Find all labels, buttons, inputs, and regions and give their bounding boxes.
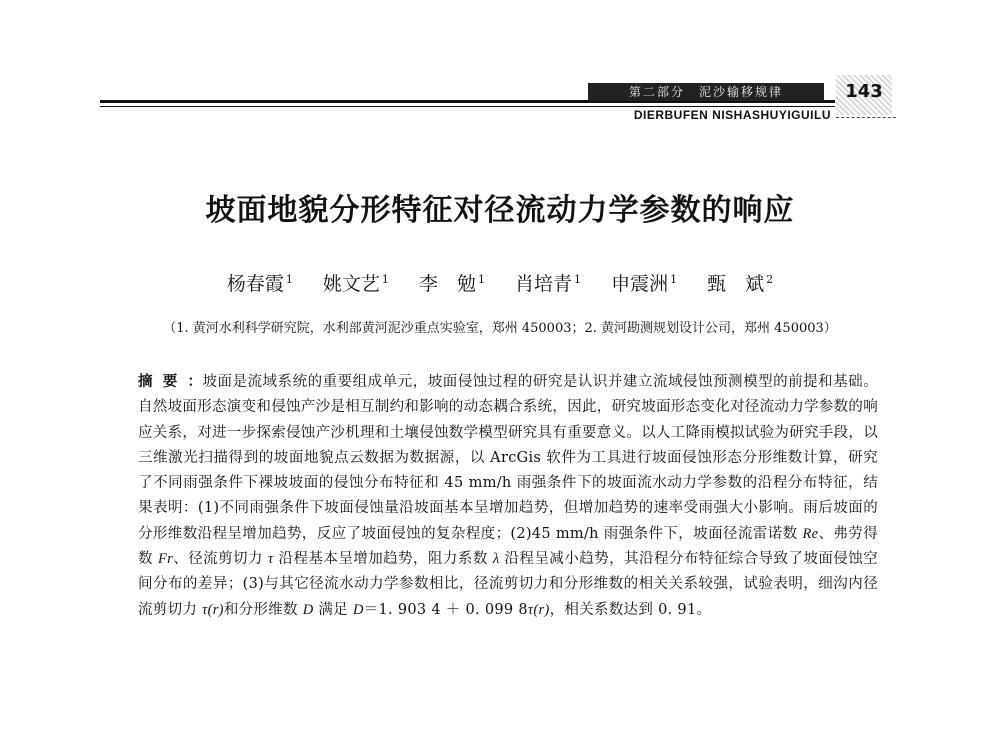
author: 申震洲 $^1$: [611, 272, 678, 295]
section-banner: 第二部分 泥沙输移规律: [588, 83, 824, 101]
author: 肖培青 $^1$: [515, 272, 582, 295]
page-number: 143: [845, 81, 883, 102]
shear-r-symbol: τ(r): [202, 601, 224, 618]
author: 李 勉 $^1$: [418, 272, 485, 295]
author: 姚文艺 $^1$: [322, 272, 389, 295]
header-rule-thin: [100, 106, 835, 107]
abstract-label: 摘要: [138, 373, 188, 390]
affiliation: （1. 黄河水利科学研究院，水利部黄河泥沙重点实验室，郑州 450003；2. 黄河勘测规划设计公司，郑州 450003）: [163, 321, 837, 336]
page-number-rule: [836, 117, 896, 118]
abstract: 摘要：坡面是流域系统的重要组成单元，坡面侵蚀过程的研究是认识并建立流域侵蚀预测模型的前提和基础。自然坡面形态演变和侵蚀产沙是相互制约和影响的动态耦合系统，因此，研究坡面形态变化对径流动力学参数的响应关系，对进一步探索侵蚀产沙机理和土壤侵蚀数学模型研究具有重要意义。以人工降雨模拟试验为研究手段，以三维激光扫描得到的坡面地貌点云数据为数据源，以 ArcGis 软件为工具进行坡面侵蚀形态分形维数计算，研究了不同雨强条件下裸坡坡面的侵蚀分布特征和 45 mm/h 雨强条件下的坡面流水动力学参数的沿程分布特征，结果表明：(1)不同雨强条件下坡面侵蚀量沿坡面基本呈增加趋势，但增加趋势的速率受雨强大小影响。雨后坡面的分形维数沿程呈增加趋势，反应了坡面侵蚀的复杂程度；(2)45 mm/h 雨强条件下，坡面径流雷诺数 Re、弗劳得数 Fr、径流剪切力 τ 沿程基本呈增加趋势，阻力系数 λ 沿程呈减小趋势，其沿程分布特征综合导致了坡面侵蚀空间分布的差异；(3)与其它径流水动力学参数相比，径流剪切力和分形维数的相关关系较强，试验表明，细沟内径流剪切力 τ(r)和分形维数 D 满足 D＝1. 903 4 ＋ 0. 099 8τ(r)，相关系数达到 0. 91。: [138, 373, 879, 618]
page-number-box: [836, 75, 892, 115]
paper-title: 坡面地貌分形特征对径流动力学参数的响应: [205, 193, 795, 228]
author-list: [0, 269, 1000, 296]
author: 杨春霞 $^1$: [226, 272, 293, 295]
abstract-colon: ：: [187, 373, 203, 390]
section-pinyin: DIERBUFEN NISHASHUYIGUILU: [633, 108, 831, 122]
reynolds-symbol: Re: [802, 525, 819, 542]
resistance-symbol: λ: [492, 551, 500, 568]
fractal-dimension-symbol: D: [352, 601, 364, 618]
shear-symbol: τ: [267, 551, 274, 568]
shear-r-symbol: τ(r): [527, 601, 550, 618]
fractal-dimension-symbol: D: [302, 601, 314, 618]
author: 甄 斌 $^2$: [707, 272, 774, 295]
froude-symbol: Fr: [158, 551, 174, 568]
